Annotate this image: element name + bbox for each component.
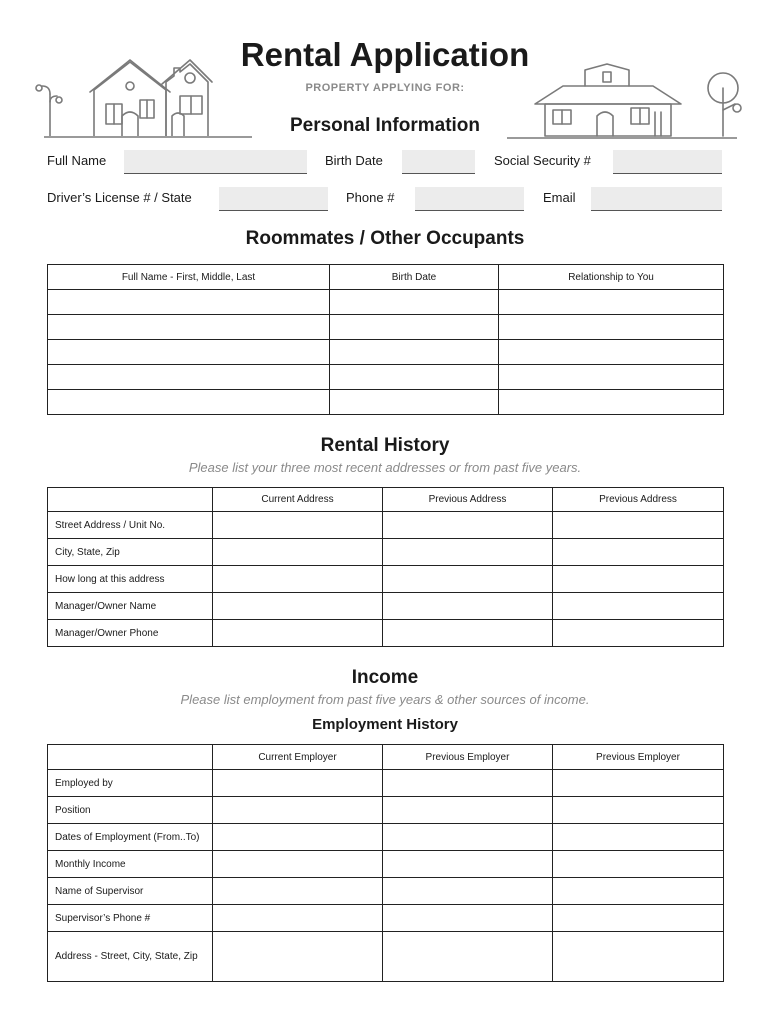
occupant-relationship-field[interactable]	[499, 315, 724, 340]
row-label: Supervisor’s Phone #	[48, 905, 213, 932]
employment-field[interactable]	[213, 905, 383, 932]
table-row	[48, 539, 724, 566]
rental-history-heading: Rental History	[320, 435, 450, 456]
income-note: Please list employment from past five years & other sources of income.	[180, 692, 590, 707]
employment-field[interactable]	[213, 797, 383, 824]
employment-field[interactable]	[213, 770, 383, 797]
occupant-birth-date-field[interactable]	[330, 290, 499, 315]
row-label: City, State, Zip	[48, 539, 213, 566]
table-row	[48, 340, 724, 365]
table-header-row	[48, 488, 724, 512]
drivers-license-label: Driver’s License # / State	[47, 190, 192, 205]
row-label: How long at this address	[48, 566, 213, 593]
ssn-field[interactable]	[613, 150, 722, 174]
column-header: Previous Address	[383, 488, 553, 512]
income-heading: Income	[351, 667, 419, 688]
row-label: Employed by	[48, 770, 213, 797]
table-row	[48, 512, 724, 539]
employment-field[interactable]	[553, 851, 724, 878]
full-name-label: Full Name	[47, 153, 107, 168]
occupant-name-field[interactable]	[48, 290, 330, 315]
employment-field[interactable]	[383, 851, 553, 878]
employment-field[interactable]	[553, 932, 724, 982]
rental-history-field[interactable]	[383, 593, 553, 620]
occupant-name-field[interactable]	[48, 365, 330, 390]
property-applying-label: PROPERTY APPLYING FOR:	[305, 82, 465, 94]
table-row	[48, 932, 724, 982]
rental-history-field[interactable]	[553, 566, 724, 593]
occupant-birth-date-field[interactable]	[330, 390, 499, 415]
occupant-name-field[interactable]	[48, 390, 330, 415]
table-row	[48, 905, 724, 932]
rental-history-field[interactable]	[553, 593, 724, 620]
employment-field[interactable]	[553, 905, 724, 932]
table-row	[48, 851, 724, 878]
phone-label: Phone #	[346, 190, 395, 205]
rental-history-field[interactable]	[383, 512, 553, 539]
employment-field[interactable]	[383, 932, 553, 982]
column-header: Previous Employer	[553, 745, 724, 770]
rental-history-field[interactable]	[213, 539, 383, 566]
rental-history-note: Please list your three most recent addresses or from past five years.	[188, 460, 582, 475]
employment-field[interactable]	[553, 878, 724, 905]
employment-field[interactable]	[553, 824, 724, 851]
personal-information-heading: Personal Information	[289, 115, 481, 136]
occupant-birth-date-field[interactable]	[330, 365, 499, 390]
column-header: Relationship to You	[499, 265, 724, 290]
roommates-table	[47, 264, 724, 415]
full-name-field[interactable]	[124, 150, 307, 174]
employment-field[interactable]	[553, 770, 724, 797]
employment-history-table	[47, 744, 724, 982]
column-header: Current Address	[213, 488, 383, 512]
table-header-row	[48, 745, 724, 770]
row-label: Street Address / Unit No.	[48, 512, 213, 539]
occupant-name-field[interactable]	[48, 315, 330, 340]
column-header: Previous Employer	[383, 745, 553, 770]
row-label: Position	[48, 797, 213, 824]
table-row	[48, 315, 724, 340]
employment-field[interactable]	[213, 824, 383, 851]
employment-field[interactable]	[553, 797, 724, 824]
employment-field[interactable]	[383, 878, 553, 905]
column-header: Current Employer	[213, 745, 383, 770]
drivers-license-field[interactable]	[219, 187, 328, 211]
rental-history-field[interactable]	[383, 539, 553, 566]
rental-history-field[interactable]	[213, 620, 383, 647]
empty-header-cell	[48, 745, 213, 770]
birth-date-label: Birth Date	[325, 153, 383, 168]
row-label: Manager/Owner Name	[48, 593, 213, 620]
table-row	[48, 878, 724, 905]
empty-header-cell	[48, 488, 213, 512]
row-label: Address - Street, City, State, Zip	[48, 932, 213, 982]
table-row	[48, 797, 724, 824]
employment-history-heading: Employment History	[312, 716, 458, 733]
occupant-birth-date-field[interactable]	[330, 315, 499, 340]
table-row	[48, 390, 724, 415]
row-label: Manager/Owner Phone	[48, 620, 213, 647]
rental-history-field[interactable]	[383, 566, 553, 593]
roommates-heading: Roommates / Other Occupants	[245, 228, 525, 249]
email-field[interactable]	[591, 187, 722, 211]
occupant-relationship-field[interactable]	[499, 390, 724, 415]
occupant-relationship-field[interactable]	[499, 340, 724, 365]
table-row	[48, 620, 724, 647]
employment-field[interactable]	[383, 905, 553, 932]
phone-field[interactable]	[415, 187, 524, 211]
table-header-row	[48, 265, 724, 290]
rental-history-field[interactable]	[213, 593, 383, 620]
email-label: Email	[543, 190, 576, 205]
table-row	[48, 593, 724, 620]
table-row	[48, 566, 724, 593]
table-row	[48, 365, 724, 390]
rental-history-field[interactable]	[553, 620, 724, 647]
row-label: Name of Supervisor	[48, 878, 213, 905]
employment-field[interactable]	[213, 932, 383, 982]
employment-field[interactable]	[383, 824, 553, 851]
occupant-relationship-field[interactable]	[499, 365, 724, 390]
table-row	[48, 770, 724, 797]
column-header: Previous Address	[553, 488, 724, 512]
row-label: Dates of Employment (From..To)	[48, 824, 213, 851]
rental-history-field[interactable]	[383, 620, 553, 647]
rental-history-field[interactable]	[553, 512, 724, 539]
table-row	[48, 290, 724, 315]
column-header: Full Name - First, Middle, Last	[48, 265, 330, 290]
rental-history-field[interactable]	[213, 512, 383, 539]
table-row	[48, 824, 724, 851]
occupant-name-field[interactable]	[48, 340, 330, 365]
birth-date-field[interactable]	[402, 150, 475, 174]
row-label: Monthly Income	[48, 851, 213, 878]
employment-field[interactable]	[213, 878, 383, 905]
rental-history-table	[47, 487, 724, 647]
page-title: Rental Application	[240, 36, 530, 73]
employment-field[interactable]	[213, 851, 383, 878]
rental-history-field[interactable]	[213, 566, 383, 593]
employment-field[interactable]	[383, 770, 553, 797]
rental-history-field[interactable]	[553, 539, 724, 566]
column-header: Birth Date	[330, 265, 499, 290]
occupant-relationship-field[interactable]	[499, 290, 724, 315]
occupant-birth-date-field[interactable]	[330, 340, 499, 365]
ssn-label: Social Security #	[494, 153, 591, 168]
employment-field[interactable]	[383, 797, 553, 824]
